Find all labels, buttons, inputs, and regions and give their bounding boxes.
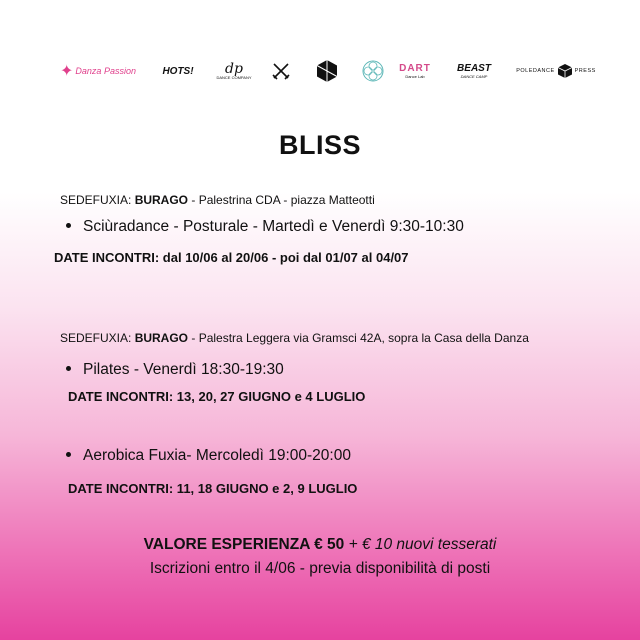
bullet-icon: [66, 223, 71, 228]
location-city: BURAGO: [134, 331, 189, 345]
dart-logo: [395, 56, 435, 86]
valore-price: VALORE ESPERIENZA € 50: [143, 536, 345, 553]
course-item: [66, 361, 284, 379]
beast-text: BEAST: [457, 63, 491, 74]
dart-text: DART: [399, 63, 431, 74]
valore-extra: + € 10 nuovi tesserati: [344, 536, 497, 553]
hexagon-svg: [315, 59, 339, 83]
hots-text: HOTS!: [162, 65, 194, 77]
iscrizioni-line: Iscrizioni entro il 4/06 - previa disponibilità di posti: [149, 560, 491, 577]
location-line-2: [60, 331, 529, 345]
location-line-1: [60, 193, 375, 207]
bullet-icon: [66, 366, 71, 371]
dp-caption: DANCE COMPANY: [216, 74, 252, 80]
location-address: - Palestrina CDA - piazza Matteotti: [188, 193, 375, 207]
location-address: - Palestra Leggera via Gramsci 42A, sopra la Casa della Danza: [188, 331, 529, 345]
dart-caption: Dance Lab: [405, 74, 425, 79]
page-title: BLISS: [278, 130, 361, 160]
crossed-swords-icon: [268, 56, 294, 86]
course-item: [66, 447, 351, 465]
course-text: Aerobica Fuxia- Mercoledì 19:00-20:00: [83, 447, 351, 464]
course-text: Pilates - Venerdì 18:30-19:30: [83, 361, 284, 378]
dates-line: DATE INCONTRI: dal 10/06 al 20/06 - poi dal 01/07 al 04/07: [54, 250, 409, 265]
flower-svg: [361, 59, 385, 83]
course-item: [66, 218, 464, 236]
poledance-press-logo: [510, 56, 602, 86]
crossed-swords-svg: [271, 61, 291, 81]
dp-logo: [210, 56, 258, 86]
beast-logo: [448, 56, 500, 86]
dancer-icon: ✦: [60, 63, 74, 80]
location-prefix: SEDEFUXIA:: [60, 331, 135, 345]
course-text: Sciùradance - Posturale - Martedì e Venerdì 9:30-10:30: [83, 218, 464, 235]
dates-line: DATE INCONTRI: 13, 20, 27 GIUGNO e 4 LUGLIO: [68, 389, 366, 404]
pole-right-text: PRESS: [574, 68, 596, 74]
danza-passion-text: Danza Passion: [75, 66, 136, 76]
location-prefix: SEDEFUXIA:: [60, 193, 135, 207]
cube-icon: [558, 64, 572, 78]
hots-logo: [158, 56, 198, 86]
flower-logo-icon: [358, 56, 388, 86]
hexagon-logo-icon: [312, 56, 342, 86]
danza-passion-logo: [50, 56, 146, 86]
location-city: BURAGO: [134, 193, 189, 207]
pole-left-text: POLEDANCE: [516, 68, 555, 74]
bullet-icon: [66, 452, 71, 457]
valore-line: [0, 536, 640, 554]
dates-line: DATE INCONTRI: 11, 18 GIUGNO e 2, 9 LUGLIO: [68, 481, 358, 496]
beast-caption: DANCE CAMP: [460, 74, 488, 79]
sponsor-logos: [50, 56, 600, 86]
dp-text: dp: [225, 60, 243, 77]
